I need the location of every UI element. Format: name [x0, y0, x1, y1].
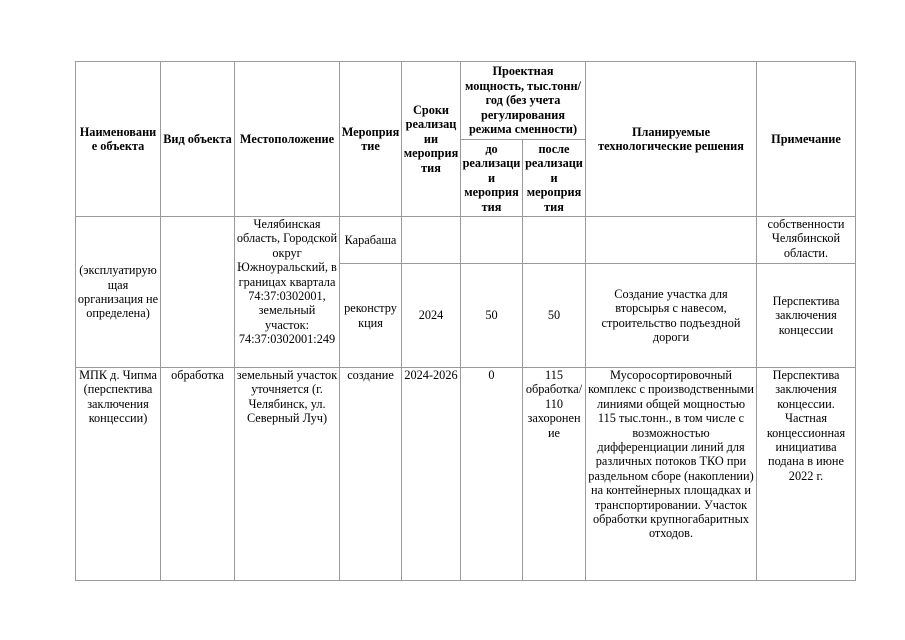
header-note: Примечание	[757, 62, 856, 217]
header-name: Наименовани е объекта	[76, 62, 161, 217]
cell-measure: реконстру кция	[340, 264, 402, 368]
cell-before	[461, 217, 523, 264]
header-before: до реализаци и мероприя тия	[461, 140, 523, 217]
objects-table	[75, 61, 856, 581]
cell-solutions: Создание участка для вторсырья с навесом, строительство подъездной дороги	[586, 264, 757, 368]
cell-solutions: Мусоросортировочный комплекс с производственными линиями общей мощностью 115 тыс.тонн., в том числе с возможностью дифференциации линий для различных потоков ТКО при раздельном сборе (накоплении) на контейнерных площадках и транспортировании. Участок обработки крупногабаритных отходов.	[586, 368, 757, 581]
cell-after	[523, 217, 586, 264]
header-after: после реализаци и мероприя тия	[523, 140, 586, 217]
cell-location: Челябинская область, Городской округ Южноуральский, в границах квартала 74:37:0302001, земельный участок: 74:37:0302001:249	[235, 217, 340, 368]
cell-type	[161, 217, 235, 368]
cell-after: 115 обработка/ 110 захоронен ие	[523, 368, 586, 581]
header-capacity: Проектная мощность, тыс.тонн/год (без учета регулирования режима сменности)	[461, 62, 586, 140]
cell-location: земельный участок уточняется (г. Челябинск, ул. Северный Луч)	[235, 368, 340, 581]
cell-measure: Карабаша	[340, 217, 402, 264]
header-terms: Сроки реализац ии мероприя тия	[402, 62, 461, 217]
cell-before: 50	[461, 264, 523, 368]
cell-note: Перспектива заключения концессии. Частная концессионная инициатива подана в июне 2022 г.	[757, 368, 856, 581]
header-type: Вид объекта	[161, 62, 235, 217]
cell-terms: 2024	[402, 264, 461, 368]
cell-before: 0	[461, 368, 523, 581]
header-solutions: Планируемые технологические решения	[586, 62, 757, 217]
header-location: Местоположение	[235, 62, 340, 217]
cell-name: (эксплуатирую щая организация не определена)	[76, 217, 161, 368]
cell-type: обработка	[161, 368, 235, 581]
cell-name: МПК д. Чипма (перспектива заключения концессии)	[76, 368, 161, 581]
cell-after: 50	[523, 264, 586, 368]
cell-note: Перспектива заключения концессии	[757, 264, 856, 368]
cell-terms: 2024-2026	[402, 368, 461, 581]
header-measure: Мероприя тие	[340, 62, 402, 217]
cell-measure: создание	[340, 368, 402, 581]
cell-terms	[402, 217, 461, 264]
cell-solutions	[586, 217, 757, 264]
cell-note: собственности Челябинской области.	[757, 217, 856, 264]
